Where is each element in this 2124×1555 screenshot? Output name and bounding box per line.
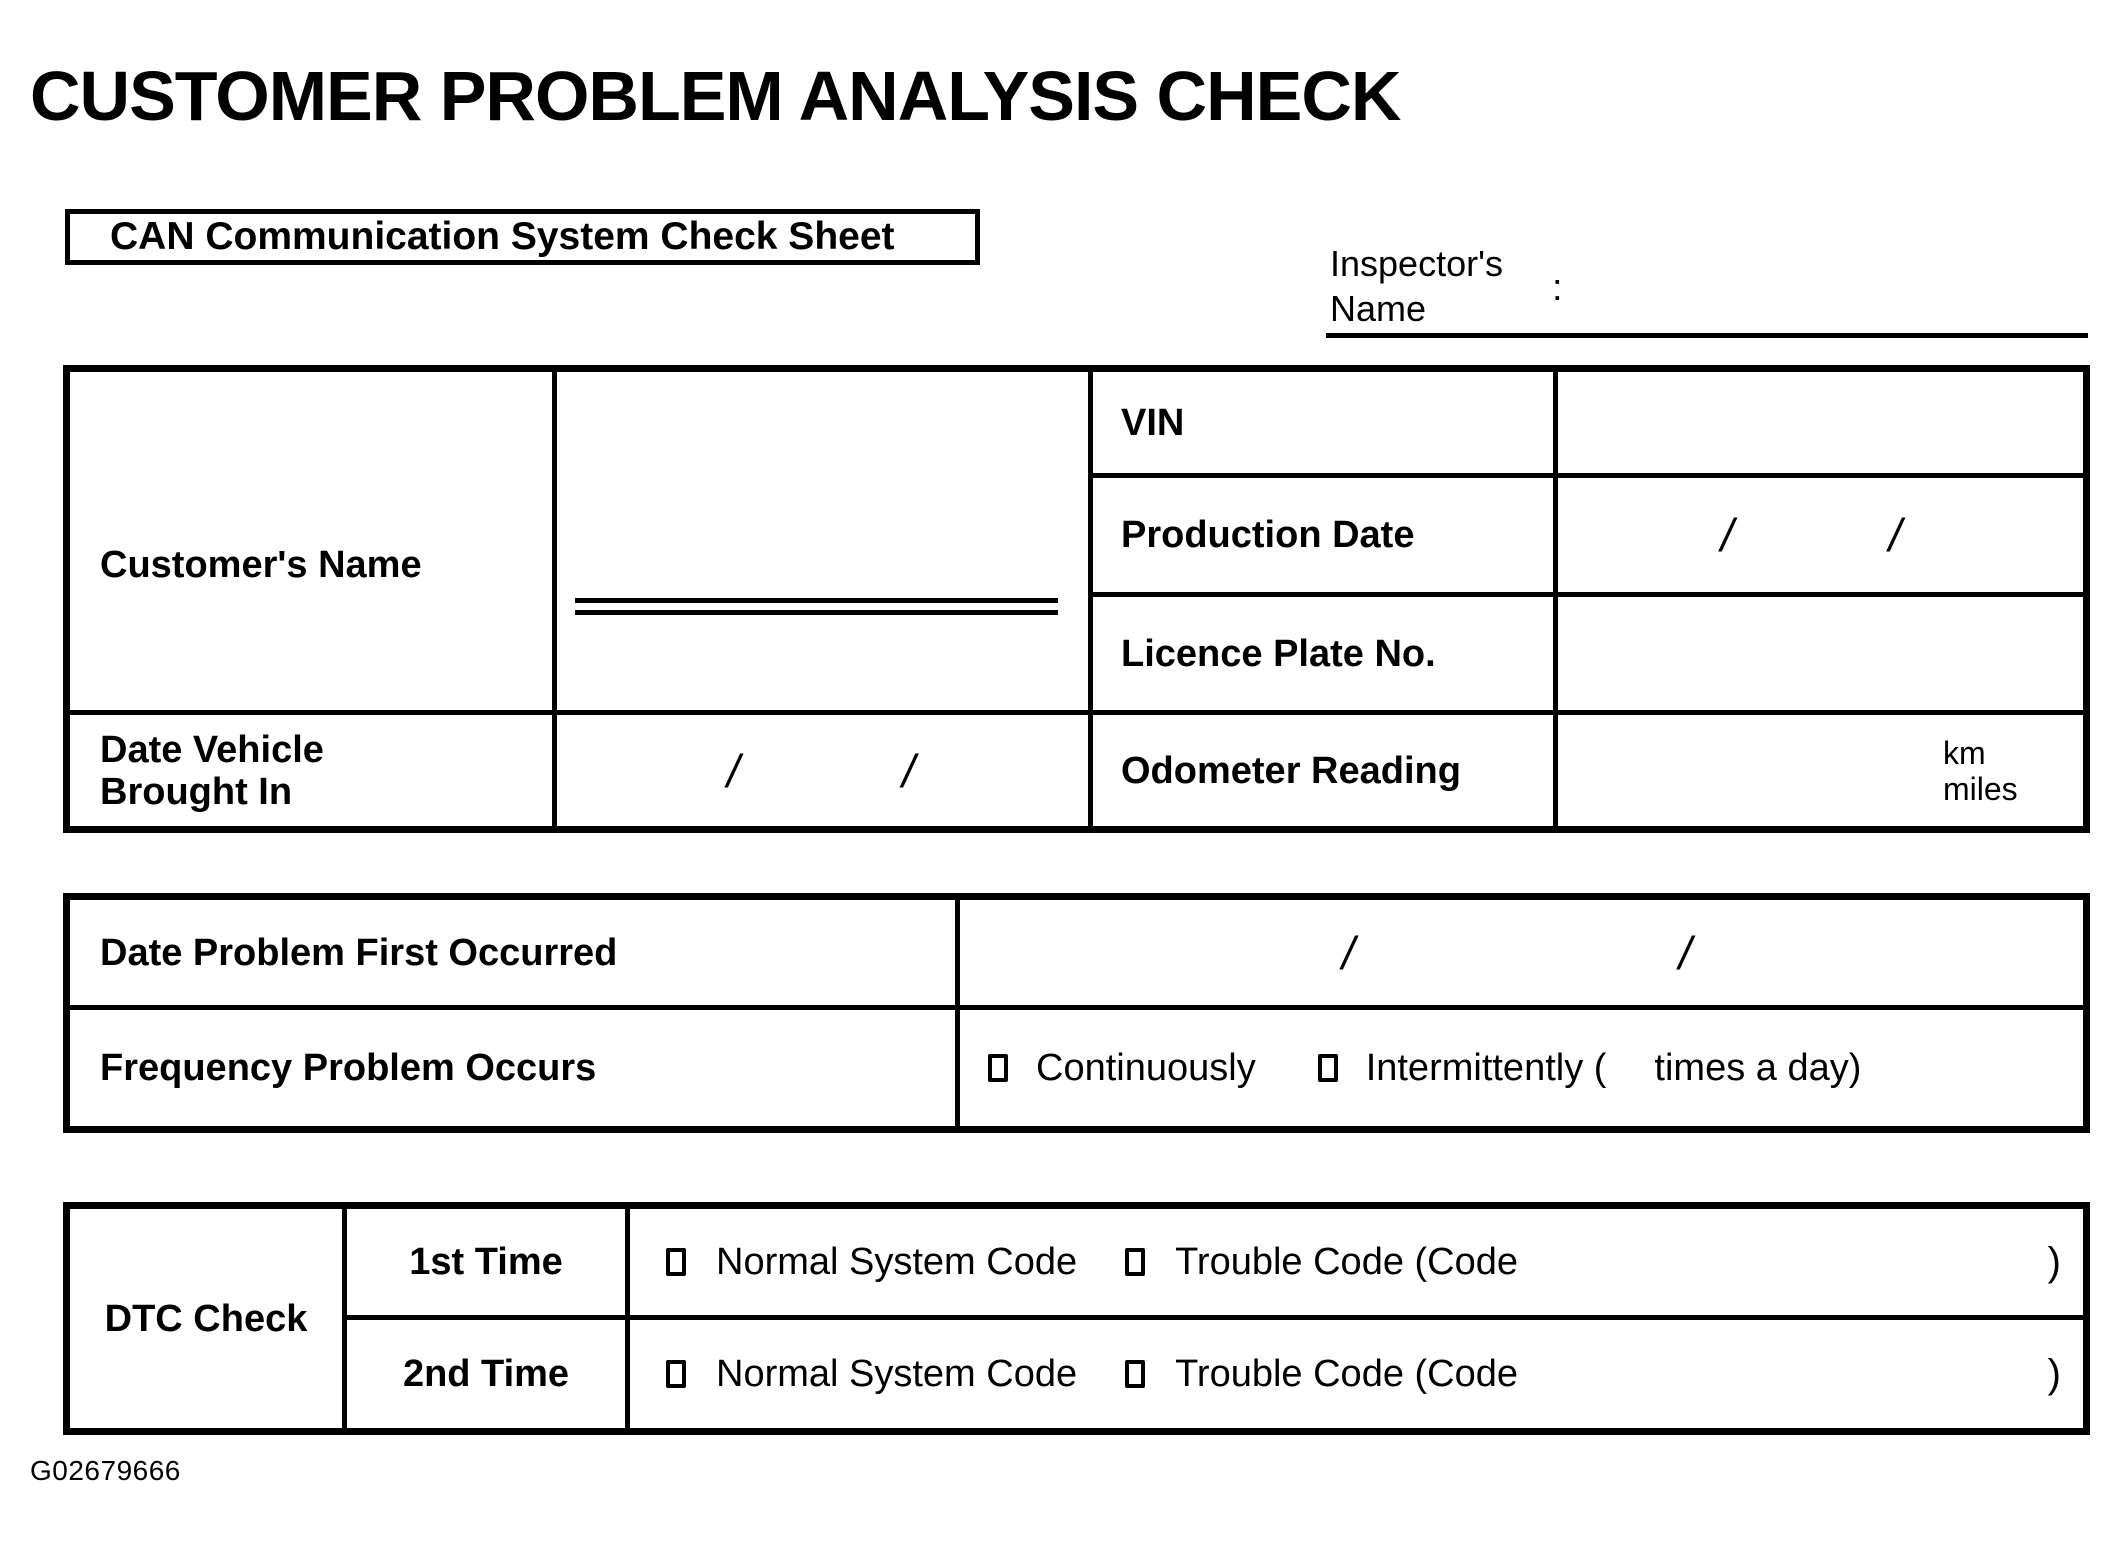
inspector-label-line2: Name — [1330, 288, 1427, 329]
date-vehicle-slash-1: / — [726, 744, 740, 797]
continuously-checkbox[interactable] — [988, 1054, 1008, 1082]
dtc1-trouble-checkbox[interactable] — [1125, 1248, 1145, 1276]
problem-occurrence-table — [63, 893, 2090, 1133]
odometer-unit-km: km — [1943, 734, 1986, 771]
production-date-label-text: Production Date — [1121, 514, 1415, 556]
vehicle-info-table — [63, 365, 2090, 833]
dtc2-trouble-label: Trouble Code (Code — [1175, 1352, 1519, 1395]
figure-code: G02679666 — [30, 1455, 181, 1486]
odometer-label — [1093, 715, 1558, 826]
frequency-label-text: Frequency Problem Occurs — [100, 1047, 597, 1089]
vin-label-text: VIN — [1121, 401, 1185, 444]
dtc-check-label-text: DTC Check — [104, 1297, 308, 1340]
inspector-colon: : — [1552, 267, 1563, 309]
times-a-day-label: times a day) — [1654, 1046, 1862, 1089]
dtc-2nd-time-text: 2nd Time — [402, 1353, 570, 1395]
dtc-2nd-time-label — [347, 1320, 630, 1428]
date-problem-slash-1: / — [1341, 926, 1355, 979]
page-title: CUSTOMER PROBLEM ANALYSIS CHECK — [30, 57, 1401, 135]
dtc-1st-time-text: 1st Time — [409, 1241, 563, 1283]
date-vehicle-label-text — [100, 729, 324, 813]
customer-name-signature-line — [575, 598, 1058, 615]
production-date-slash-2: / — [1888, 509, 1902, 561]
dtc-check-label — [70, 1209, 347, 1428]
intermittently-checkbox[interactable] — [1318, 1054, 1338, 1082]
vin-field[interactable] — [1558, 372, 2083, 478]
customer-name-field[interactable] — [557, 372, 1093, 715]
dtc2-normal-label: Normal System Code — [716, 1352, 1078, 1395]
licence-plate-label-text: Licence Plate No. — [1121, 632, 1436, 675]
dtc2-trouble-checkbox[interactable] — [1125, 1360, 1145, 1388]
date-problem-label-text: Date Problem First Occurred — [100, 931, 618, 974]
odometer-label-text: Odometer Reading — [1121, 749, 1461, 792]
production-date-slash-1: / — [1720, 509, 1734, 561]
dtc-1st-time-label — [347, 1209, 630, 1320]
dtc1-normal-checkbox[interactable] — [666, 1248, 686, 1276]
sheet-title-label: CAN Communication System Check Sheet — [110, 215, 895, 258]
licence-plate-label — [1093, 597, 1558, 715]
inspector-label-line1: Inspector's — [1330, 243, 1503, 284]
dtc-1st-time-options — [630, 1209, 2083, 1320]
dtc2-normal-checkbox[interactable] — [666, 1360, 686, 1388]
odometer-units — [1943, 735, 2018, 807]
frequency-options — [960, 1010, 2083, 1126]
date-vehicle-label-line2: Brought In — [100, 770, 293, 813]
licence-plate-field[interactable] — [1558, 597, 2083, 715]
vin-label — [1093, 372, 1558, 478]
customer-name-label — [70, 372, 557, 715]
dtc2-close-paren: ) — [2047, 1351, 2061, 1396]
dtc-check-table — [63, 1202, 2090, 1435]
dtc1-trouble-label: Trouble Code (Code — [1175, 1240, 1519, 1283]
inspector-name-block — [1330, 241, 2090, 341]
production-date-label — [1093, 478, 1558, 597]
date-problem-slash-2: / — [1678, 926, 1692, 979]
odometer-unit-miles: miles — [1943, 770, 2018, 807]
date-vehicle-slash-2: / — [902, 744, 915, 797]
dtc-2nd-time-options — [630, 1320, 2083, 1428]
sheet-title-box — [65, 209, 980, 265]
date-problem-first-occurred-label — [70, 900, 960, 1010]
date-vehicle-brought-in-label — [70, 715, 557, 826]
intermittently-label-prefix: Intermittently ( — [1365, 1046, 1607, 1089]
date-vehicle-brought-in-field[interactable] — [557, 715, 1093, 826]
inspector-name-field[interactable] — [1326, 333, 2088, 338]
dtc1-normal-label: Normal System Code — [716, 1240, 1078, 1283]
frequency-problem-occurs-label — [70, 1010, 960, 1126]
date-vehicle-label-line1: Date Vehicle — [100, 728, 324, 771]
odometer-field[interactable] — [1558, 715, 2083, 826]
date-problem-first-occurred-field[interactable] — [960, 900, 2083, 1010]
production-date-field[interactable] — [1558, 478, 2083, 597]
continuously-label: Continuously — [1036, 1046, 1256, 1089]
dtc1-close-paren: ) — [2047, 1239, 2061, 1284]
customer-name-label-text: Customer's Name — [100, 544, 422, 586]
